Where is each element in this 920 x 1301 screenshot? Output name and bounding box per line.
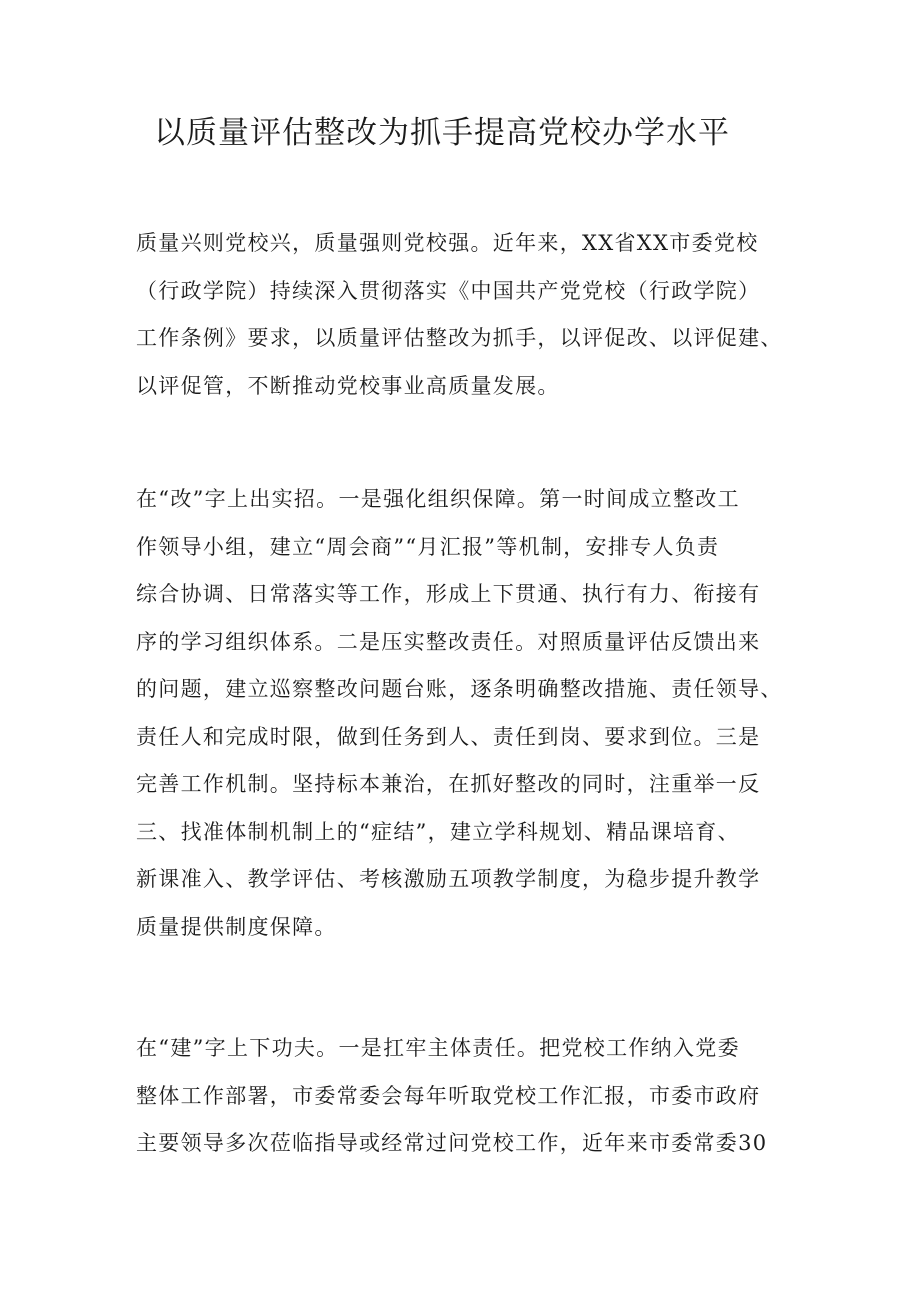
document-title: 以质量评估整改为抓手提高党校办学水平 (154, 115, 730, 151)
text-line: 主要领导多次莅临指导或经常过问党校工作，近年来市委常委30 (136, 1131, 768, 1155)
text-line: 以评促管，不断推动党校事业高质量发展。 (136, 373, 560, 398)
text-line: 综合协调、日常落实等工作，形成上下贯通、执行有力、衔接有 (136, 582, 761, 606)
text-line: 的问题，建立巡察整改问题台账，逐条明确整改措施、责任领导、 (136, 677, 783, 701)
text-line: 作领导小组，建立“周会商”“月汇报”等机制，安排专人负责 (136, 534, 720, 559)
text-line: 三、找准体制机制上的“症结”，建立学科规划、精品课培育、 (136, 819, 740, 844)
text-line: 工作条例》要求，以质量评估整改为抓手，以评促改、以评促建、 (136, 326, 783, 350)
paragraph-jian (136, 1025, 816, 1168)
text-line: 质量提供制度保障。 (136, 914, 337, 939)
text-line: 在“建”字上下功夫。一是扛牢主体责任。把党校工作纳入党委 (136, 1036, 740, 1060)
text-line: 整体工作部署，市委常委会每年听取党校工作汇报，市委市政府 (136, 1083, 761, 1108)
paragraph-intro (136, 220, 816, 410)
text-line: （行政学院）持续深入贯彻落实《中国共产党党校（行政学院） (136, 278, 761, 303)
text-line: 责任人和完成时限，做到任务到人、责任到岗、要求到位。三是 (136, 724, 761, 749)
text-line: 质量兴则党校兴，质量强则党校强。近年来，XX省XX市委党校 (136, 231, 759, 255)
text-line: 新课准入、教学评估、考核激励五项教学制度，为稳步提升教学 (136, 867, 761, 891)
paragraph-gai (136, 476, 816, 951)
text-line: 序的学习组织体系。二是压实整改责任。对照质量评估反馈出来 (136, 629, 761, 654)
text-line: 在“改”字上出实招。一是强化组织保障。第一时间成立整改工 (136, 487, 740, 511)
text-line: 完善工作机制。坚持标本兼治，在抓好整改的同时，注重举一反 (136, 772, 761, 796)
